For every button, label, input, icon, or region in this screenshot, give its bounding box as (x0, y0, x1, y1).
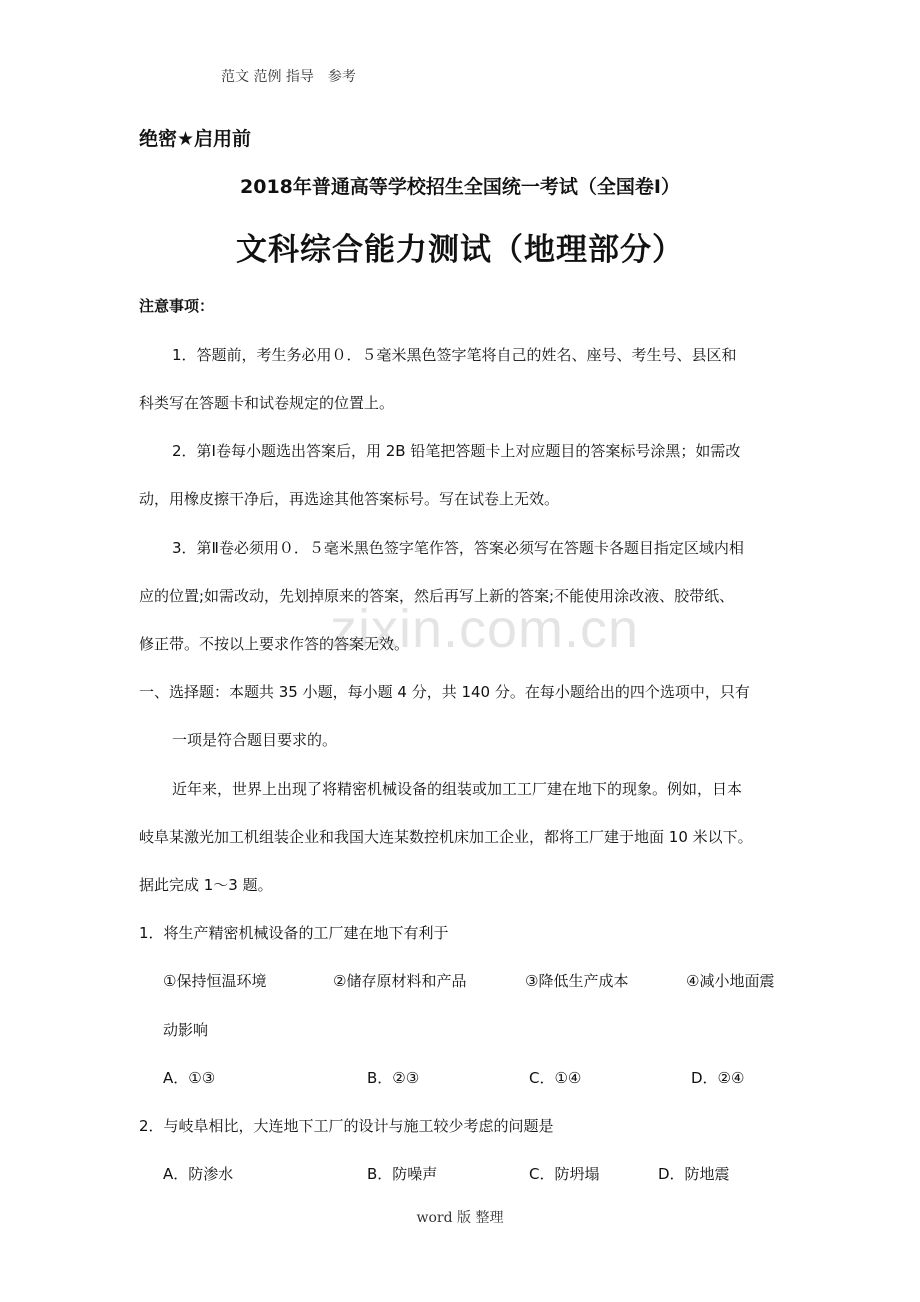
notice-item-1-line-1: 1．答题前，考生务必用０．５毫米黑色签字笔将自己的姓名、座号、考生号、县区和 (172, 346, 737, 364)
passage-line-2: 岐阜某激光加工机组装企业和我国大连某数控机床加工企业，都将工厂建于地面 10 米以下。 (139, 828, 753, 846)
notice-item-2-line-1: 2．第Ⅰ卷每小题选出答案后，用 2B 铅笔把答题卡上对应题目的答案标号涂黑；如需改 (172, 442, 741, 460)
subject-title: 文科综合能力测试（地理部分） (236, 232, 684, 268)
notice-heading: 注意事项： (139, 297, 215, 315)
section-1-line-1: 一、选择题：本题共 35 小题，每小题 4 分，共 140 分。在每小题给出的四个选项中，只有 (139, 683, 750, 701)
question-1-item-4: ④减小地面震 (686, 972, 775, 990)
page-header: 范文 范例 指导 参考 (221, 69, 356, 85)
question-1-option-b: B．②③ (367, 1069, 420, 1087)
passage-line-3: 据此完成 1～3 题。 (139, 876, 273, 894)
notice-item-3-line-3: 修正带。不按以上要求作答的答案无效。 (139, 635, 410, 653)
watermark: zixin.com.cn (330, 599, 640, 659)
section-1-line-2: 一项是符合题目要求的。 (172, 731, 338, 749)
notice-item-2-line-2: 动，用橡皮擦干净后，再选途其他答案标号。写在试卷上无效。 (139, 490, 560, 508)
question-1-item-2: ②储存原材料和产品 (333, 972, 467, 990)
notice-item-3-line-1: 3．第Ⅱ卷必须用０．５毫米黑色签字笔作答，答案必须写在答题卡各题目指定区域内相 (172, 539, 744, 557)
notice-item-3-line-2: 应的位置;如需改动，先划掉原来的答案，然后再写上新的答案;不能使用涂改液、胶带纸、 (139, 587, 735, 605)
notice-item-1-line-2: 科类写在答题卡和试卷规定的位置上。 (139, 394, 395, 412)
question-1-option-c: C．①④ (529, 1069, 582, 1087)
passage-line-1: 近年来，世界上出现了将精密机械设备的组装或加工工厂建在地下的现象。例如，日本 (172, 780, 743, 798)
question-2-option-d: D．防地震 (658, 1165, 730, 1183)
exam-title: 2018年普通高等学校招生全国统一考试（全国卷Ⅰ） (240, 176, 680, 198)
question-2-stem: 2．与岐阜相比，大连地下工厂的设计与施工较少考虑的问题是 (139, 1117, 554, 1135)
question-1-item-4-continued: 动影响 (163, 1021, 209, 1039)
question-1-item-3: ③降低生产成本 (525, 972, 629, 990)
question-2-option-a: A．防渗水 (163, 1165, 234, 1183)
question-2-option-b: B．防噪声 (367, 1165, 438, 1183)
secret-label: 绝密★启用前 (139, 128, 252, 150)
question-1-option-d: D．②④ (691, 1069, 745, 1087)
question-1-stem: 1．将生产精密机械设备的工厂建在地下有利于 (139, 924, 449, 942)
question-2-option-c: C．防坍塌 (529, 1165, 600, 1183)
question-1-option-a: A．①③ (163, 1069, 216, 1087)
question-1-item-1: ①保持恒温环境 (163, 972, 267, 990)
page-footer: word 版 整理 (416, 1210, 504, 1226)
